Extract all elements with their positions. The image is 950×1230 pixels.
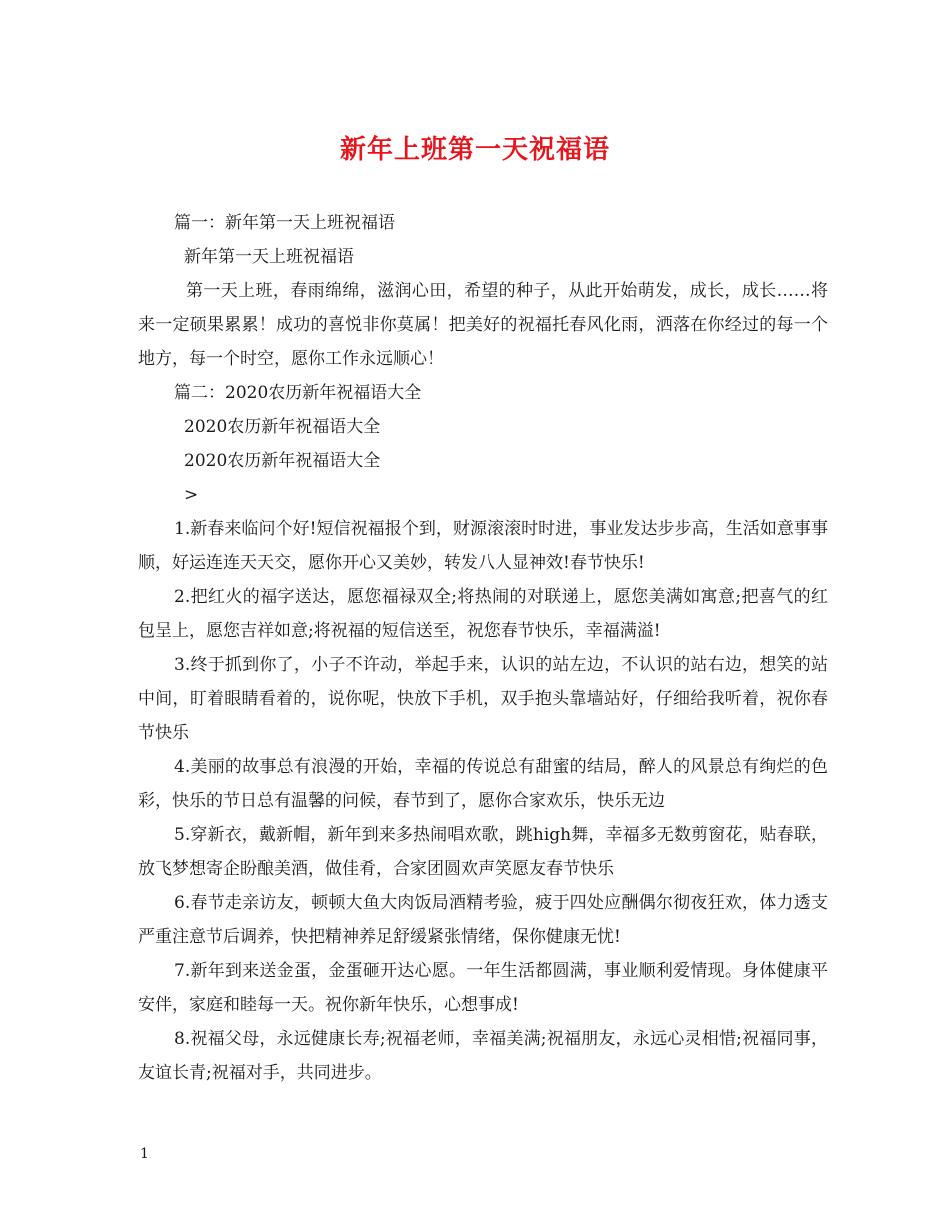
page-title: 新年上班第一天祝福语 — [339, 135, 610, 165]
section-heading-1: 篇一：新年第一天上班祝福语 — [174, 213, 395, 233]
section-heading-2: 篇二：2020农历新年祝福语大全 — [174, 383, 422, 403]
chevron-marker: > — [184, 485, 199, 505]
list-item: 6.春节走亲访友，顿顿大鱼大肉饭局酒精考验，疲于四处应酬偶尔彻夜狂欢，体力透支严重注意节后调养，快把精神养足舒缓紧张情绪，保你健康无忧! — [138, 893, 828, 947]
list-item: 8.祝福父母，永远健康长寿;祝福老师，幸福美满;祝福朋友，永远心灵相惜;祝福同事，友谊长青;祝福对手，共同进步。 — [138, 1029, 828, 1083]
list-item: 7.新年到来送金蛋，金蛋砸开达心愿。一年生活都圆满，事业顺利爱情现。身体健康平安伴，家庭和睦每一天。祝你新年快乐，心想事成! — [138, 961, 828, 1015]
list-item: 3.终于抓到你了，小子不许动，举起手来，认识的站左边，不认识的站右边，想笑的站中间，盯着眼睛看着的，说你呢，快放下手机，双手抱头靠墙站好，仔细给我听着，祝你春节快乐 — [138, 655, 828, 743]
body-paragraph-1: 第一天上班，春雨绵绵，滋润心田，希望的种子，从此开始萌发，成长，成长……将来一定硕果累累！成功的喜悦非你莫属！把美好的祝福托春风化雨，洒落在你经过的每一个地方，每一个时空，愿你工作永远顺心！ — [138, 281, 828, 369]
list-item: 1.新春来临问个好!短信祝福报个到，财源滚滚时时进，事业发达步步高，生活如意事事顺，好运连连天天交，愿你开心又美妙，转发八人显神效!春节快乐! — [138, 519, 828, 573]
document-body — [138, 206, 828, 1090]
list-item: 2.把红火的福字送达，愿您福禄双全;将热闹的对联递上，愿您美满如寓意;把喜气的红包呈上，愿您吉祥如意;将祝福的短信送至，祝您春节快乐，幸福满溢! — [138, 587, 828, 641]
page-number: 1 — [140, 1146, 149, 1162]
list-item: 4.美丽的故事总有浪漫的开始，幸福的传说总有甜蜜的结局，醉人的风景总有绚烂的色彩，快乐的节日总有温馨的问候，春节到了，愿你合家欢乐，快乐无边 — [138, 757, 828, 811]
section-subheading-1: 新年第一天上班祝福语 — [184, 247, 354, 267]
section-subheading-3: 2020农历新年祝福语大全 — [184, 451, 381, 471]
list-item: 5.穿新衣，戴新帽，新年到来多热闹唱欢歌，跳high舞，幸福多无数剪窗花，贴春联，放飞梦想寄企盼酿美酒，做佳肴，合家团圆欢声笑愿友春节快乐 — [138, 825, 828, 879]
section-subheading-2: 2020农历新年祝福语大全 — [184, 417, 381, 437]
